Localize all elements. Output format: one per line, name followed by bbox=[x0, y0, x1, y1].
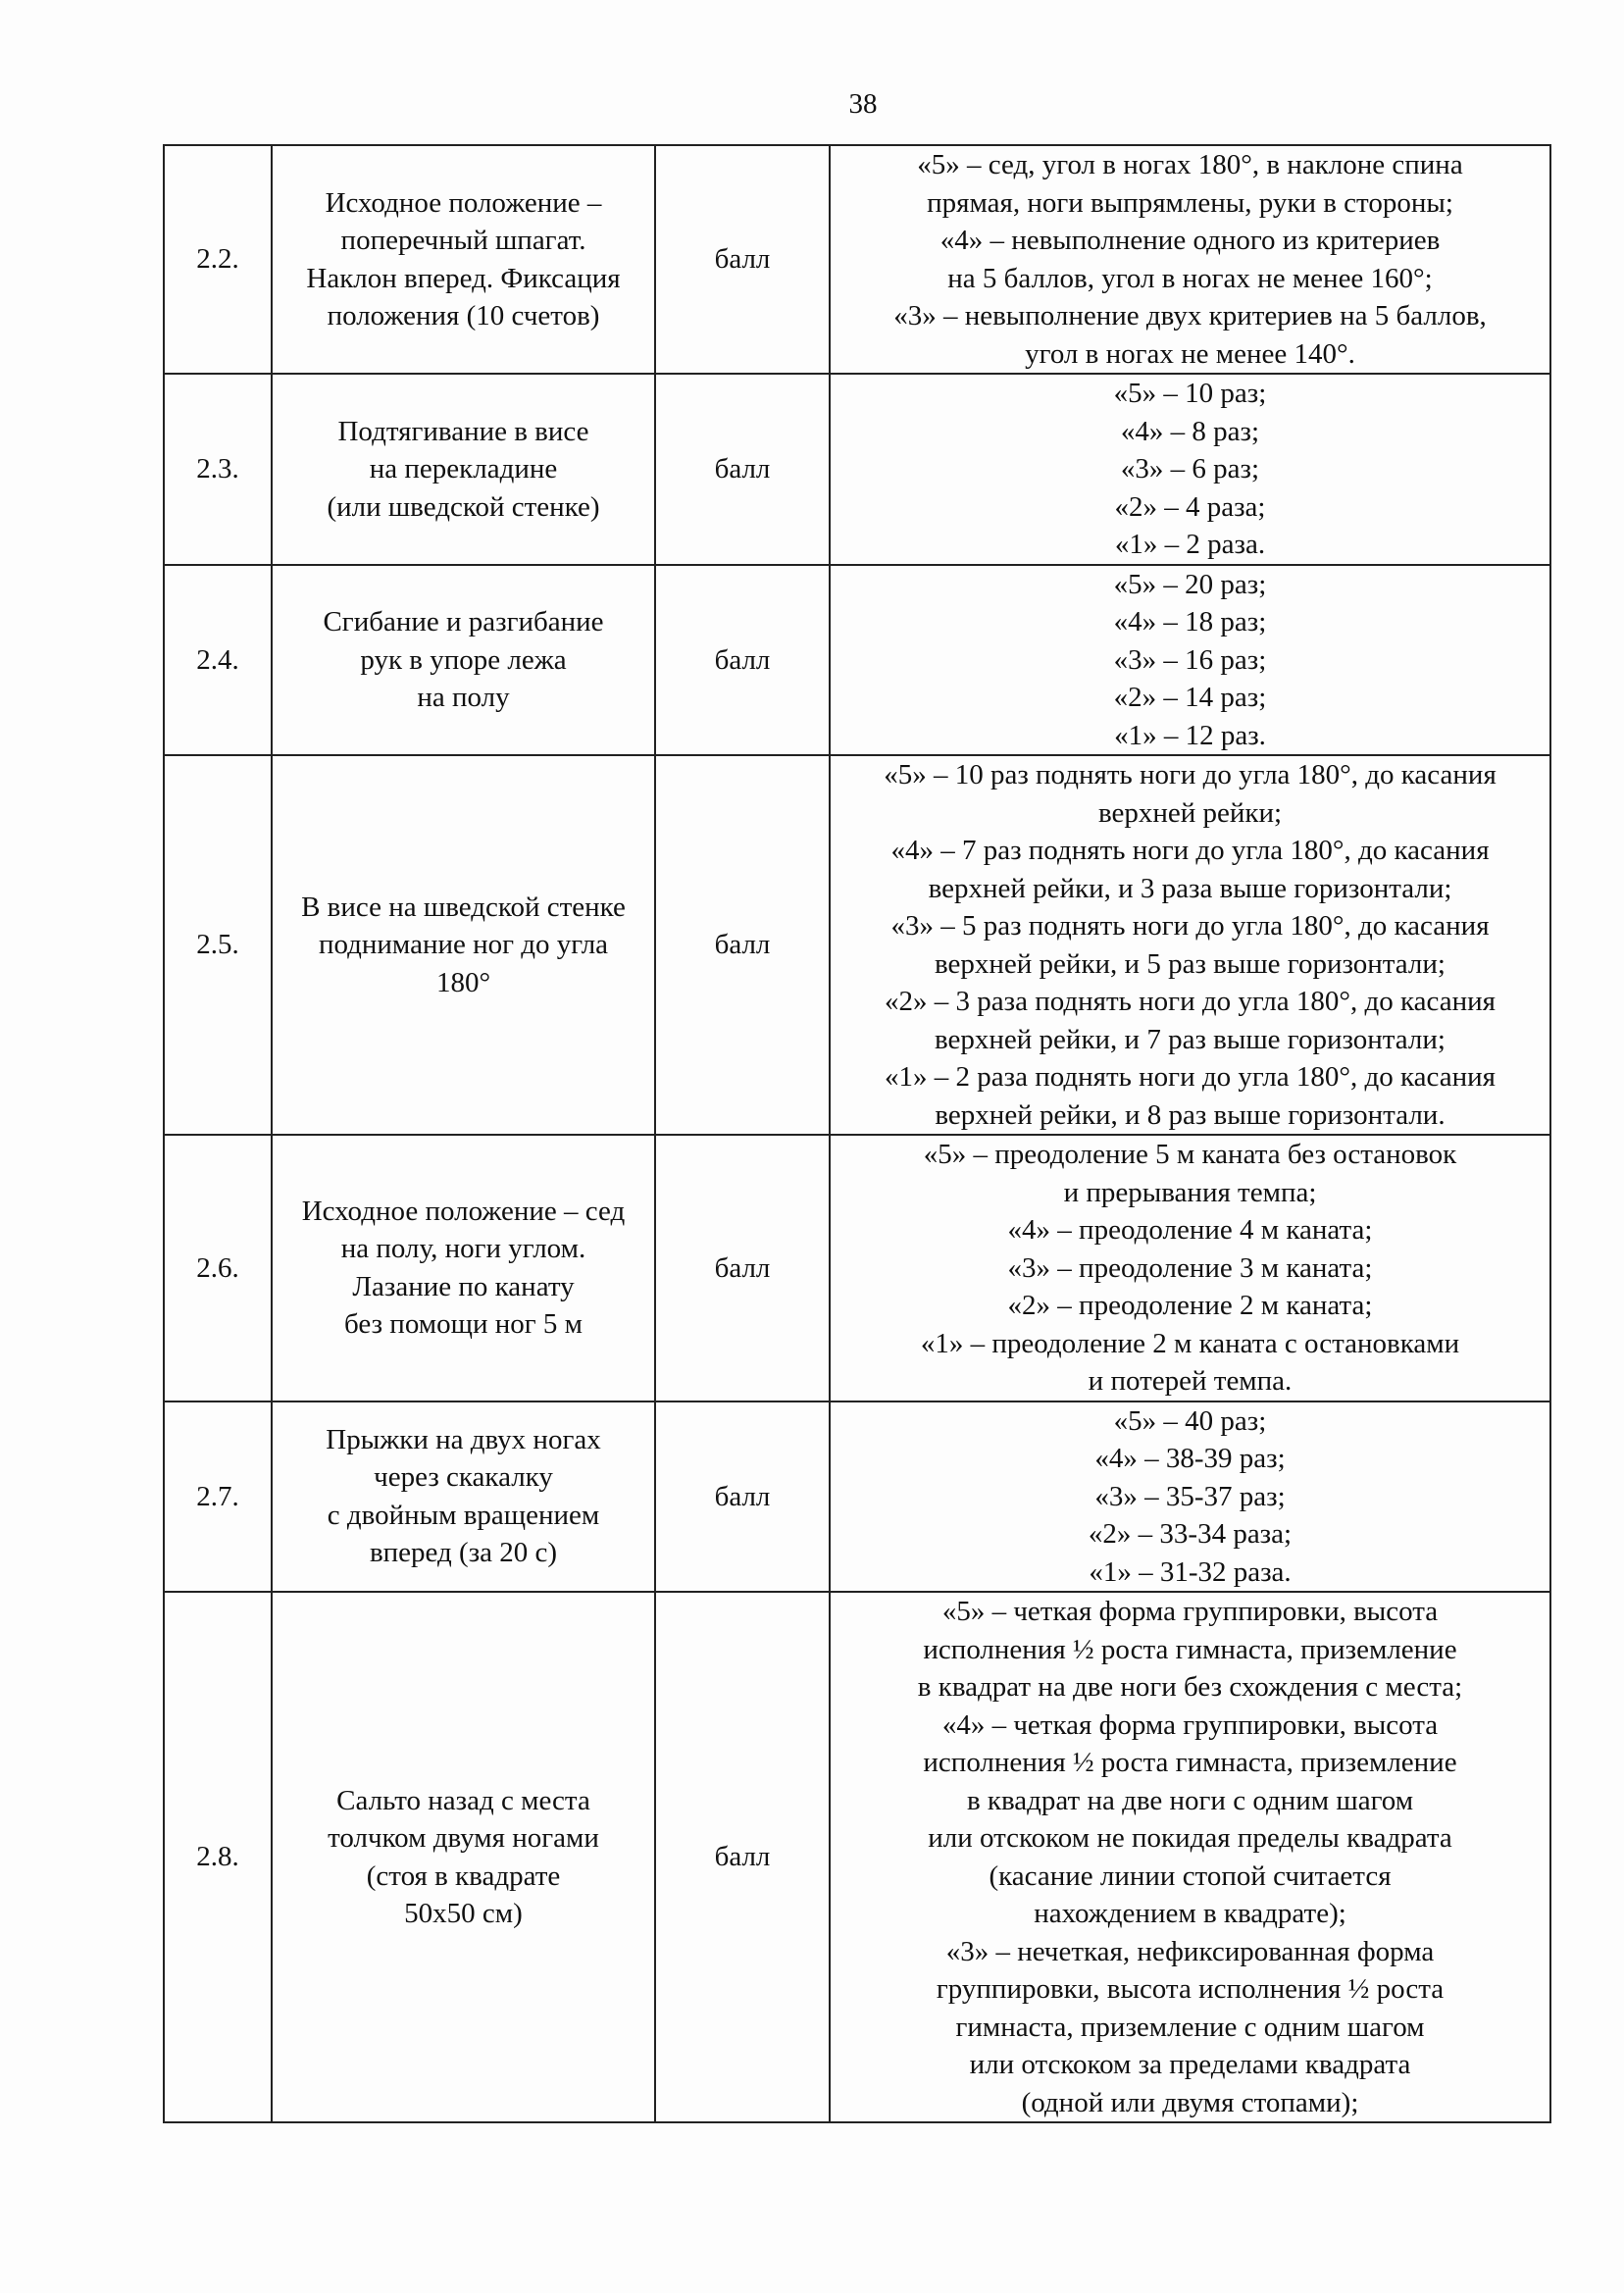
criteria-line: верхней рейки, и 7 раз выше горизонтали; bbox=[935, 1023, 1446, 1055]
exercise-line: поперечный шпагат. bbox=[340, 225, 586, 256]
criteria-line: «3» – 16 раз; bbox=[1113, 643, 1267, 676]
exercise-line: Сгибание и разгибание bbox=[323, 606, 604, 637]
criteria-cell bbox=[830, 374, 1550, 565]
criteria-cell bbox=[830, 565, 1550, 756]
criteria-line: или отскоком не покидая пределы квадрата bbox=[928, 1822, 1452, 1854]
criteria-line: верхней рейки, и 3 раза выше горизонтали; bbox=[928, 872, 1452, 904]
criteria-line: прямая, ноги выпрямлены, руки в стороны; bbox=[927, 186, 1453, 219]
unit-cell: балл bbox=[655, 1592, 830, 2122]
exercise-line: через скакалку bbox=[374, 1461, 553, 1494]
criteria-line: группировки, высота исполнения ½ роста bbox=[936, 1973, 1445, 2005]
exercise-line: Подтягивание в висе bbox=[337, 415, 589, 447]
exercise-cell bbox=[272, 755, 655, 1135]
table-row bbox=[164, 374, 1550, 565]
exercise-line: толчком двумя ногами bbox=[328, 1822, 599, 1854]
table-row bbox=[164, 755, 1550, 1135]
table-row bbox=[164, 1135, 1550, 1401]
exercise-line: В висе на шведской стенке bbox=[301, 891, 626, 923]
exercise-line: Исходное положение – bbox=[325, 186, 602, 219]
exercise-line: Лазание по канату bbox=[352, 1270, 575, 1302]
criteria-line: «4» – четкая форма группировки, высота bbox=[941, 1708, 1439, 1741]
table-row bbox=[164, 145, 1550, 374]
criteria-line: на 5 баллов, угол в ногах не менее 160°; bbox=[947, 262, 1433, 294]
standards-table bbox=[163, 144, 1551, 2123]
criteria-line: «3» – 5 раз поднять ноги до угла 180°, до касания bbox=[890, 910, 1490, 942]
criteria-line: «1» – преодоление 2 м каната с остановками bbox=[920, 1327, 1460, 1359]
criteria-line: «3» – нечеткая, нефиксированная форма bbox=[945, 1935, 1435, 1967]
criteria-line: «2» – 4 раза; bbox=[1114, 490, 1266, 523]
criteria-cell bbox=[830, 145, 1550, 374]
exercise-line: рук в упоре лежа bbox=[360, 643, 567, 676]
criteria-line: «2» – 3 раза поднять ноги до угла 180°, до касания bbox=[885, 986, 1496, 1017]
exercise-line: вперед (за 20 с) bbox=[369, 1537, 558, 1569]
exercise-line: на полу bbox=[417, 682, 510, 713]
unit-cell: балл bbox=[655, 755, 830, 1135]
row-number: 2.3. bbox=[164, 374, 272, 565]
exercise-line: Прыжки на двух ногах bbox=[326, 1423, 601, 1455]
page-number: 38 bbox=[848, 88, 878, 120]
criteria-line: или отскоком за пределами квадрата bbox=[969, 2049, 1411, 2080]
criteria-line: «1» – 31-32 раза. bbox=[1089, 1555, 1292, 1588]
criteria-line: и прерывания темпа; bbox=[1063, 1176, 1317, 1208]
row-number: 2.2. bbox=[164, 145, 272, 374]
criteria-line: исполнения ½ роста гимнаста, приземление bbox=[923, 1747, 1457, 1778]
criteria-line: (одной или двумя стопами); bbox=[1021, 2086, 1359, 2118]
criteria-line: «1» – 12 раз. bbox=[1114, 719, 1266, 751]
criteria-line: «4» – невыполнение одного из критериев bbox=[939, 225, 1441, 256]
exercise-cell bbox=[272, 1592, 655, 2122]
criteria-line: верхней рейки; bbox=[1097, 796, 1283, 829]
criteria-line: и потерей темпа. bbox=[1088, 1365, 1293, 1397]
criteria-line: «5» – 40 раз; bbox=[1113, 1404, 1267, 1437]
table-row bbox=[164, 565, 1550, 756]
unit-cell: балл bbox=[655, 565, 830, 756]
criteria-line: верхней рейки, и 5 раз выше горизонтали; bbox=[935, 947, 1446, 980]
exercise-cell bbox=[272, 374, 655, 565]
criteria-line: верхней рейки, и 8 раз выше горизонтали. bbox=[935, 1098, 1446, 1131]
unit-cell: балл bbox=[655, 374, 830, 565]
criteria-line: «2» – 33-34 раза; bbox=[1088, 1518, 1293, 1550]
exercise-line: положения (10 счетов) bbox=[327, 300, 600, 331]
criteria-line: гимнаста, приземление с одним шагом bbox=[955, 2011, 1425, 2043]
criteria-line: «5» – сед, угол в ногах 180°, в наклоне спина bbox=[917, 149, 1463, 180]
criteria-line: «3» – 35-37 раз; bbox=[1094, 1480, 1286, 1512]
criteria-line: нахождением в квадрате); bbox=[1034, 1898, 1346, 1929]
exercise-line: на полу, ноги углом. bbox=[340, 1233, 586, 1265]
criteria-line: «3» – 6 раз; bbox=[1120, 453, 1260, 484]
criteria-line: исполнения ½ роста гимнаста, приземление bbox=[923, 1633, 1457, 1665]
criteria-line: «5» – преодоление 5 м каната без остановок bbox=[923, 1139, 1457, 1170]
table-row bbox=[164, 1401, 1550, 1593]
row-number: 2.4. bbox=[164, 565, 272, 756]
criteria-line: в квадрат на две ноги с одним шагом bbox=[966, 1784, 1414, 1816]
criteria-line: «4» – 7 раз поднять ноги до угла 180°, до касания bbox=[890, 835, 1490, 866]
criteria-cell bbox=[830, 1592, 1550, 2122]
row-number: 2.5. bbox=[164, 755, 272, 1135]
criteria-line: в квадрат на две ноги без схождения с места; bbox=[917, 1671, 1463, 1703]
exercise-cell bbox=[272, 145, 655, 374]
row-number: 2.7. bbox=[164, 1401, 272, 1593]
criteria-cell bbox=[830, 755, 1550, 1135]
criteria-line: «1» – 2 раза. bbox=[1114, 529, 1266, 560]
criteria-line: «5» – 10 раз; bbox=[1113, 378, 1267, 409]
table-row bbox=[164, 1592, 1550, 2122]
exercise-line: на перекладине bbox=[369, 453, 558, 484]
criteria-line: «5» – четкая форма группировки, высота bbox=[941, 1596, 1439, 1627]
exercise-line: (стоя в квадрате bbox=[366, 1860, 561, 1892]
criteria-line: «2» – 14 раз; bbox=[1113, 682, 1267, 713]
criteria-line: «4» – 18 раз; bbox=[1113, 606, 1267, 637]
criteria-line: «4» – 8 раз; bbox=[1120, 415, 1260, 447]
exercise-line: Сальто назад с места bbox=[336, 1784, 590, 1816]
criteria-line: «3» – преодоление 3 м каната; bbox=[1007, 1251, 1373, 1284]
criteria-line: «5» – 10 раз поднять ноги до угла 180°, до касания bbox=[884, 759, 1497, 790]
exercise-cell bbox=[272, 1135, 655, 1401]
criteria-line: «3» – невыполнение двух критериев на 5 баллов, bbox=[893, 300, 1487, 331]
exercise-line: с двойным вращением bbox=[327, 1499, 600, 1531]
row-number: 2.8. bbox=[164, 1592, 272, 2122]
exercise-line: Наклон вперед. Фиксация bbox=[306, 262, 621, 294]
exercise-line: 180° bbox=[435, 966, 491, 998]
exercise-cell bbox=[272, 565, 655, 756]
criteria-line: «2» – преодоление 2 м каната; bbox=[1007, 1290, 1373, 1321]
criteria-line: «1» – 2 раза поднять ноги до угла 180°, до касания bbox=[885, 1061, 1496, 1093]
unit-cell: балл bbox=[655, 145, 830, 374]
unit-cell: балл bbox=[655, 1135, 830, 1401]
criteria-line: угол в ногах не менее 140°. bbox=[1025, 337, 1355, 370]
exercise-line: поднимание ног до угла bbox=[318, 929, 609, 961]
unit-cell: балл bbox=[655, 1401, 830, 1593]
criteria-line: «4» – преодоление 4 м каната; bbox=[1007, 1214, 1373, 1246]
exercise-line: без помощи ног 5 м bbox=[344, 1308, 583, 1341]
row-number: 2.6. bbox=[164, 1135, 272, 1401]
exercise-line: 50х50 см) bbox=[404, 1898, 523, 1929]
criteria-cell bbox=[830, 1135, 1550, 1401]
criteria-line: «5» – 20 раз; bbox=[1113, 568, 1267, 600]
criteria-line: (касание линии стопой считается bbox=[989, 1860, 1392, 1892]
criteria-line: «4» – 38-39 раз; bbox=[1094, 1443, 1286, 1474]
exercise-line: Исходное положение – сед bbox=[301, 1195, 626, 1227]
exercise-line: (или шведской стенке) bbox=[327, 490, 600, 523]
criteria-cell bbox=[830, 1401, 1550, 1593]
exercise-cell bbox=[272, 1401, 655, 1593]
